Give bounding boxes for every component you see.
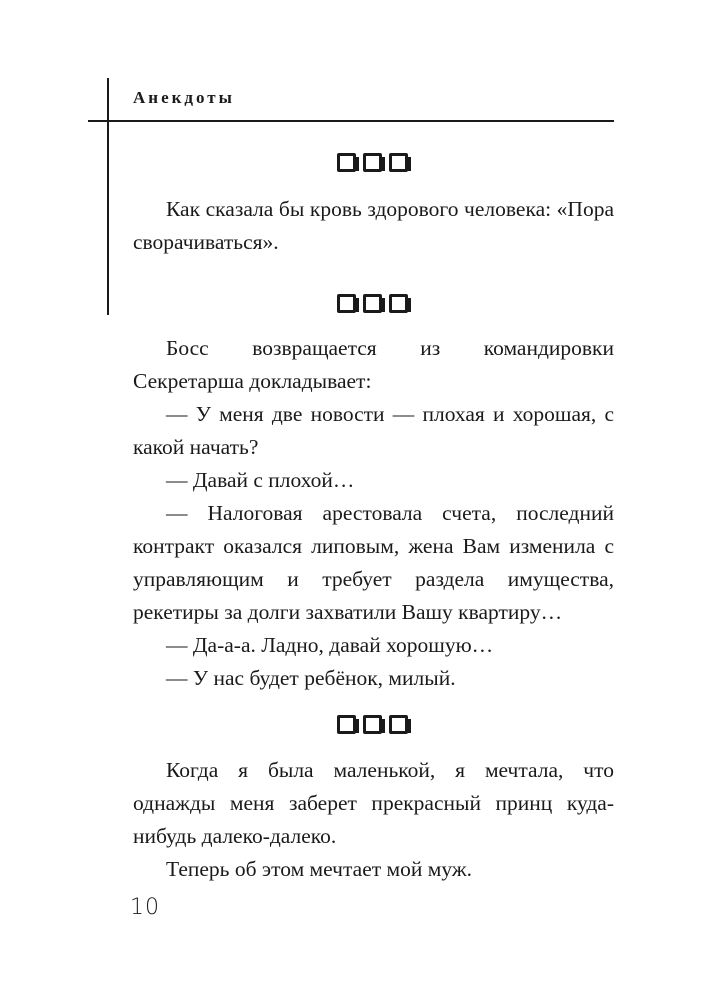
ornament-square-icon: [389, 153, 408, 172]
section-separator: [22, 715, 701, 734]
ornament-square-icon: [337, 294, 356, 313]
page-number: 10: [130, 895, 160, 920]
joke-2: [133, 332, 614, 695]
ornament-square-icon: [363, 294, 382, 313]
ornament-square-icon: [363, 153, 382, 172]
ornament-square-icon: [337, 715, 356, 734]
ornament-square-icon: [363, 715, 382, 734]
ornament-square-icon: [389, 294, 408, 313]
joke-paragraph: Теперь об этом мечтает мой муж.: [166, 857, 473, 881]
joke-paragraph: — Давай с плохой…: [166, 468, 355, 492]
joke-1: [133, 193, 614, 259]
joke-paragraph: — Налоговая арестовала счета, последний контракт оказался липовым, жена Вам изменила с управляющим и требует раздела имущества, рекетиры за долги захватили Вашу квартиру…: [133, 501, 614, 624]
section-separator: [22, 294, 701, 313]
running-head-title: Анекдоты: [133, 88, 235, 107]
joke-paragraph: — У меня две новости — плохая и хорошая, с какой начать?: [133, 402, 614, 459]
vertical-rule: [107, 78, 109, 315]
joke-paragraph: Когда я была маленькой, я мечтала, что однажды меня заберет прекрасный принц куда-нибудь далеко-далеко.: [133, 758, 614, 848]
joke-3: [133, 754, 614, 886]
ornament-square-icon: [337, 153, 356, 172]
joke-paragraph: — Да-а-а. Ладно, давай хорошую…: [166, 633, 494, 657]
joke-paragraph: Босс возвращается из командировки Секретарша докладывает:: [133, 336, 614, 393]
joke-paragraph: Как сказала бы кровь здорового человека: «Пора сворачиваться».: [133, 197, 614, 254]
horizontal-rule: [88, 120, 614, 122]
section-separator: [22, 153, 701, 172]
joke-paragraph: — У нас будет ребёнок, милый.: [166, 666, 456, 690]
ornament-square-icon: [389, 715, 408, 734]
